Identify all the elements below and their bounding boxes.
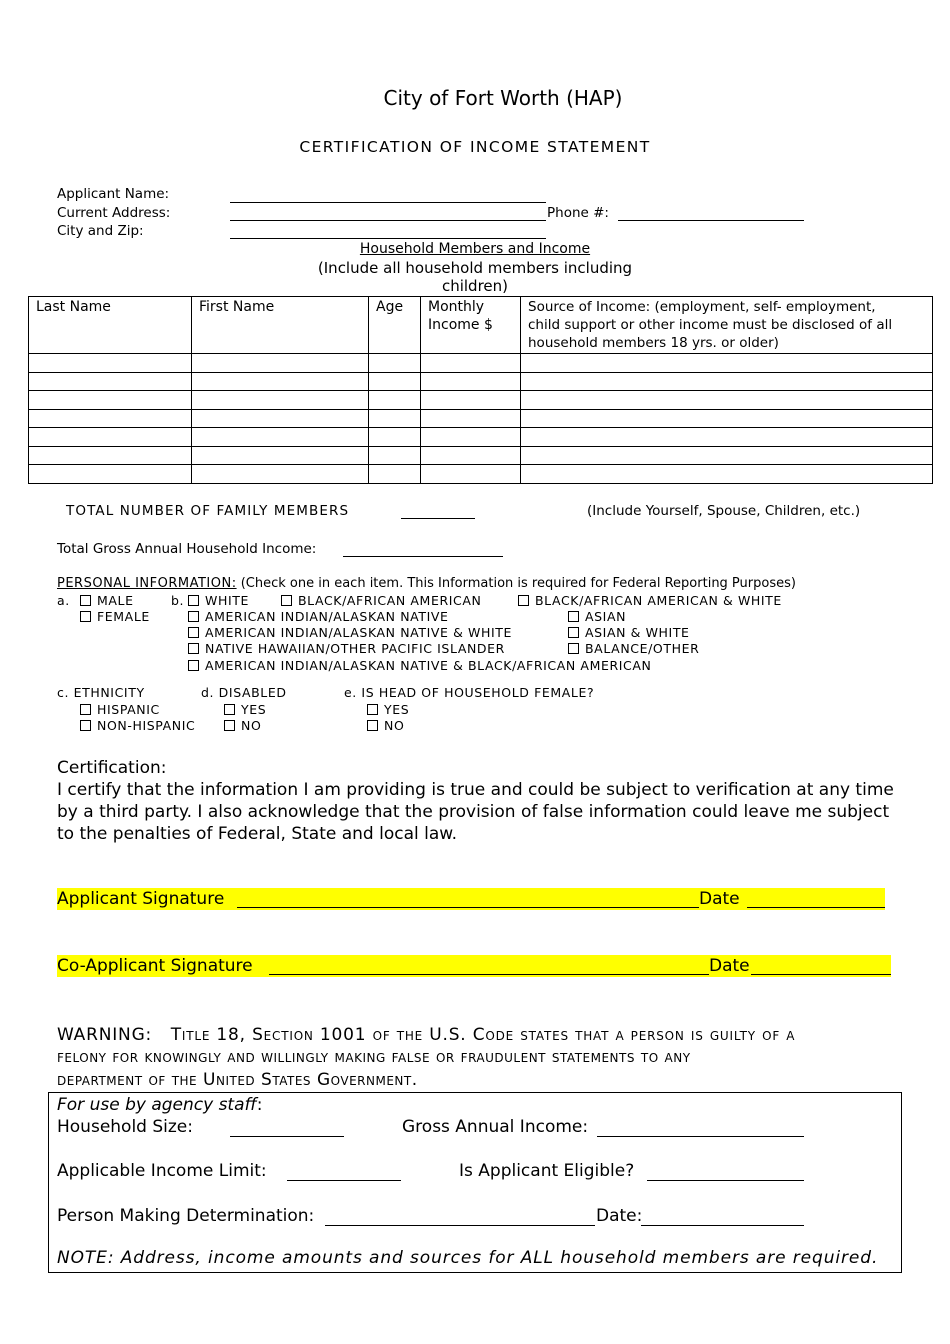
table-row [29,391,933,410]
table-cell[interactable] [192,446,369,465]
table-cell[interactable] [192,409,369,428]
option-asian-white[interactable] [568,625,690,640]
coapplicant-date-label: Date [709,956,750,976]
option-head-female-yes[interactable] [367,702,409,717]
table-cell[interactable] [29,428,192,447]
table-cell[interactable] [521,409,933,428]
warning-line-1 [57,1025,795,1045]
household-size-label: Household Size: [57,1117,193,1137]
income-limit-label: Applicable Income Limit: [57,1161,267,1181]
coapplicant-date-field[interactable] [751,974,891,975]
certification-heading: Certification: [57,758,167,778]
column-header-last-name: Last Name [29,297,192,354]
head-female-no-checkbox[interactable] [367,720,378,731]
phone-field[interactable] [618,220,804,221]
disabled-no-checkbox[interactable] [224,720,235,731]
head-female-label: e. IS HEAD OF HOUSEHOLD FEMALE? [344,685,595,700]
option-black-white[interactable] [518,593,782,608]
certification-line-2: by a third party. I also acknowledge that the provision of false information could leave me subject [57,802,890,822]
female-label: FEMALE [97,609,150,624]
male-checkbox[interactable] [80,595,91,606]
disabled-yes-label: YES [241,702,267,717]
black-checkbox[interactable] [281,595,292,606]
female-checkbox[interactable] [80,611,91,622]
total-family-note: (Include Yourself, Spouse, Children, etc.) [587,503,861,519]
warning-text-1: Title 18, Section 1001 of the U.S. Code states that a person is guilty of a [170,1025,796,1045]
column-header-first-name: First Name [192,297,369,354]
hispanic-label: HISPANIC [97,702,160,717]
gross-income-label: Gross Annual Income: [402,1117,589,1137]
table-cell[interactable] [369,409,421,428]
total-income-label: Total Gross Annual Household Income: [57,541,317,557]
table-cell[interactable] [421,391,521,410]
total-family-members-field[interactable] [401,518,475,519]
column-header-age: Age [369,297,421,354]
white-label: WHITE [205,593,249,608]
table-cell[interactable] [521,446,933,465]
household-size-field[interactable] [230,1136,344,1137]
table-cell[interactable] [421,354,521,373]
current-address-label: Current Address: [57,205,171,221]
personal-info-heading [57,576,796,591]
person-determination-label: Person Making Determination: [57,1206,315,1226]
option-male[interactable] [80,593,134,608]
determination-date-label: Date: [596,1206,643,1226]
male-label: MALE [97,593,134,608]
table-cell[interactable] [521,428,933,447]
certification-line-3: to the penalties of Federal, State and local law. [57,824,458,844]
option-black[interactable] [281,593,481,608]
option-asian[interactable] [568,609,626,624]
total-income-field[interactable] [343,556,503,557]
coapplicant-signature-field[interactable] [269,974,709,975]
hispanic-checkbox[interactable] [80,704,91,715]
table-cell[interactable] [369,372,421,391]
table-cell[interactable] [421,428,521,447]
eligible-field[interactable] [647,1180,804,1181]
white-checkbox[interactable] [188,595,199,606]
table-cell[interactable] [192,391,369,410]
table-cell[interactable] [369,354,421,373]
warning-line-2: felony for knowingly and willingly making false or fraudulent statements to any [57,1047,691,1067]
applicant-date-field[interactable] [747,907,885,908]
table-cell[interactable] [29,409,192,428]
asian-white-checkbox[interactable] [568,627,579,638]
table-row [29,428,933,447]
asian-checkbox[interactable] [568,611,579,622]
disabled-yes-checkbox[interactable] [224,704,235,715]
applicant-date-label: Date [699,889,740,909]
am-indian-checkbox[interactable] [188,611,199,622]
applicant-name-field[interactable] [230,202,546,203]
current-address-field[interactable] [230,220,546,221]
applicant-signature-row [57,888,885,910]
table-header-row [29,297,933,354]
table-cell[interactable] [192,372,369,391]
asian-label: ASIAN [585,609,627,624]
form-subtitle: CERTIFICATION OF INCOME STATEMENT [299,138,651,156]
disabled-label: d. DISABLED [201,685,287,700]
personal-info-title: PERSONAL INFORMATION: [57,576,237,591]
total-family-members-label: TOTAL NUMBER OF FAMILY MEMBERS [66,503,350,519]
am-indian-black-checkbox[interactable] [188,660,199,671]
page-title: City of Fort Worth (HAP) [383,86,623,110]
option-hawaiian[interactable] [188,641,505,656]
column-header-source-of-income: Source of Income: (employment, self- employment, child support or other income must be disclosed of all household members 18 yrs. or older) [521,297,933,354]
non-hispanic-checkbox[interactable] [80,720,91,731]
table-cell[interactable] [192,465,369,484]
table-row [29,446,933,465]
balance-label: BALANCE/OTHER [585,641,700,656]
city-zip-field[interactable] [230,238,546,239]
option-white[interactable] [188,593,249,608]
option-hispanic[interactable] [80,702,160,717]
certification-line-1: I certify that the information I am providing is true and could be subject to verification at any time [57,780,894,800]
black-label: BLACK/AFRICAN AMERICAN [298,593,482,608]
option-female[interactable] [80,609,150,624]
option-disabled-no[interactable] [224,718,261,733]
table-row [29,354,933,373]
table-cell[interactable] [421,465,521,484]
determination-date-field[interactable] [641,1225,804,1226]
am-indian-white-checkbox[interactable] [188,627,199,638]
table-cell[interactable] [521,372,933,391]
table-cell[interactable] [421,372,521,391]
table-cell[interactable] [192,354,369,373]
table-cell[interactable] [521,465,933,484]
agency-heading: For use by agency staff: [57,1095,263,1115]
table-cell[interactable] [29,354,192,373]
hawaiian-checkbox[interactable] [188,643,199,654]
disabled-no-label: NO [241,718,262,733]
applicant-signature-label: Applicant Signature [57,889,225,909]
eligible-label: Is Applicant Eligible? [459,1161,635,1181]
table-cell[interactable] [369,391,421,410]
applicant-name-label: Applicant Name: [57,186,170,202]
table-row [29,465,933,484]
black-white-checkbox[interactable] [518,595,529,606]
head-female-yes-label: YES [384,702,410,717]
table-cell[interactable] [29,465,192,484]
am-indian-black-label: AMERICAN INDIAN/ALASKAN NATIVE & BLACK/AFRICAN AMERICAN [205,658,652,673]
am-indian-label: AMERICAN INDIAN/ALASKAN NATIVE [205,609,449,624]
personal-info-instruction: (Check one in each item. This Information is required for Federal Reporting Purposes) [236,576,796,591]
option-balance[interactable] [568,641,699,656]
warning-line-3: department of the United States Government. [57,1070,418,1090]
household-heading: Household Members and Income [359,241,591,257]
non-hispanic-label: NON-HISPANIC [97,718,196,733]
city-zip-label: City and Zip: [57,223,144,239]
table-row [29,409,933,428]
table-cell[interactable] [369,428,421,447]
gross-income-field[interactable] [597,1136,804,1137]
income-limit-field[interactable] [287,1180,401,1181]
table-cell[interactable] [369,446,421,465]
table-row [29,372,933,391]
head-female-no-label: NO [384,718,405,733]
table-cell[interactable] [421,446,521,465]
hawaiian-label: NATIVE HAWAIIAN/OTHER PACIFIC ISLANDER [205,641,505,656]
head-female-yes-checkbox[interactable] [367,704,378,715]
column-header-monthly-income: Monthly Income $ [421,297,521,354]
balance-checkbox[interactable] [568,643,579,654]
item-a-label: a. [57,593,70,608]
phone-label: Phone #: [547,205,609,221]
table-cell[interactable] [29,391,192,410]
table-cell[interactable] [421,409,521,428]
table-cell[interactable] [192,428,369,447]
warning-label: WARNING: [57,1025,153,1045]
item-b-label: b. [171,593,185,608]
option-am-indian-black[interactable] [188,658,651,673]
person-determination-field[interactable] [325,1225,595,1226]
applicant-signature-field[interactable] [237,907,699,908]
coapplicant-signature-label: Co-Applicant Signature [57,956,253,976]
table-cell[interactable] [521,391,933,410]
household-note-line2: children) [441,277,509,295]
option-non-hispanic[interactable] [80,718,195,733]
table-cell[interactable] [29,446,192,465]
table-cell[interactable] [369,465,421,484]
black-white-label: BLACK/AFRICAN AMERICAN & WHITE [535,593,782,608]
am-indian-white-label: AMERICAN INDIAN/ALASKAN NATIVE & WHITE [205,625,512,640]
coapplicant-signature-row [57,955,891,977]
option-am-indian-white[interactable] [188,625,512,640]
household-note-line1: (Include all household members including [317,259,633,277]
table-cell[interactable] [29,372,192,391]
ethnicity-label: c. ETHNICITY [57,685,145,700]
option-head-female-no[interactable] [367,718,404,733]
table-cell[interactable] [521,354,933,373]
agency-heading-text: For use by agency staff [57,1095,257,1115]
option-am-indian[interactable] [188,609,449,624]
household-members-table [28,296,933,484]
asian-white-label: ASIAN & WHITE [585,625,690,640]
option-disabled-yes[interactable] [224,702,266,717]
agency-note: NOTE: Address, income amounts and sources for ALL household members are required. [57,1248,879,1268]
